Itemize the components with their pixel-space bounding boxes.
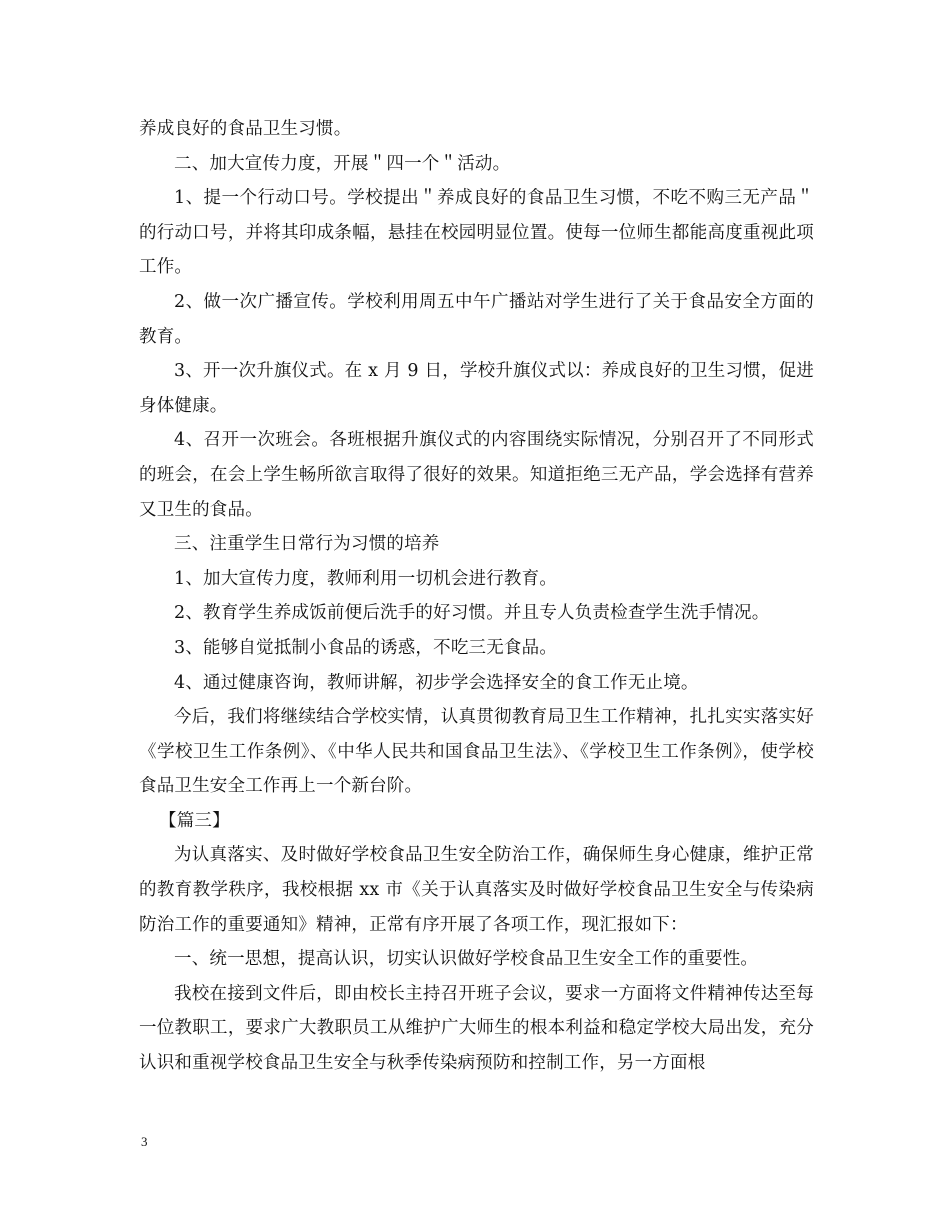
section-heading-1: 一、统一思想，提高认识，切实认识做好学校食品卫生安全工作的重要性。 (174, 949, 759, 970)
paragraph-4: 2、做一次广播宣传。学校利用周五中午广播站对学生进行了关于食品安全方面的教育。 (139, 291, 814, 347)
page-number: 3 (141, 1134, 148, 1149)
document-body (139, 112, 814, 1081)
paragraph-3: 1、提一个行动口号。学校提出＂养成良好的食品卫生习惯，不吃不购三无产品＂的行动口号，并将其印成条幅，悬挂在校园明显位置。使每一位师生都能高度重视此项工作。 (139, 188, 814, 278)
paragraph-10: 3、能够自觉抵制小食品的诱惑，不吃三无食品。 (174, 637, 558, 658)
paragraph-12: 今后，我们将继续结合学校实情，认真贯彻教育局卫生工作精神，扎扎实实落实好《学校卫生工作条例》、《中华人民共和国食品卫生法》、《学校卫生工作条例》，使学校食品卫生安全工作再上一个新台阶。 (139, 707, 814, 797)
paragraph-9: 2、教育学生养成饭前便后洗手的好习惯。并且专人负责检查学生洗手情况。 (174, 603, 770, 624)
paragraph-5: 3、开一次升旗仪式。在 x 月 9 日，学校升旗仪式以：养成良好的卫生习惯，促进身体健康。 (139, 361, 814, 416)
paragraph-8: 1、加大宣传力度，教师利用一切机会进行教育。 (174, 568, 558, 589)
paragraph-14: 为认真落实、及时做好学校食品卫生安全防治工作，确保师生身心健康，维护正常的教育教学秩序，我校根据 xx 市《关于认真落实及时做好学校食品卫生安全与传染病防治工作的重要通知》精神，正常有序开展了各项工作，现汇报如下： (139, 845, 814, 935)
section-heading-3: 三、注重学生日常行为习惯的培养 (174, 534, 440, 555)
paragraph-11: 4、通过健康咨询，教师讲解，初步学会选择安全的食工作无止境。 (174, 672, 699, 693)
chapter-heading: 【篇三】 (159, 810, 230, 831)
paragraph-1: 养成良好的食品卫生习惯。 (139, 119, 352, 139)
paragraph-6: 4、召开一次班会。各班根据升旗仪式的内容围绕实际情况，分别召开了不同形式的班会，在会上学生畅所欲言取得了很好的效果。知道拒绝三无产品，学会选择有营养又卫生的食品。 (139, 430, 814, 520)
paragraph-16: 我校在接到文件后，即由校长主持召开班子会议，要求一方面将文件精神传达至每一位教职工，要求广大教职员工从维护广大师生的根本利益和稳定学校大局出发，充分认识和重视学校食品卫生安全与秋季传染病预防和控制工作，另一方面根 (139, 983, 814, 1074)
paragraph-2: 二、加大宣传力度，开展＂四一个＂活动。 (174, 153, 511, 174)
